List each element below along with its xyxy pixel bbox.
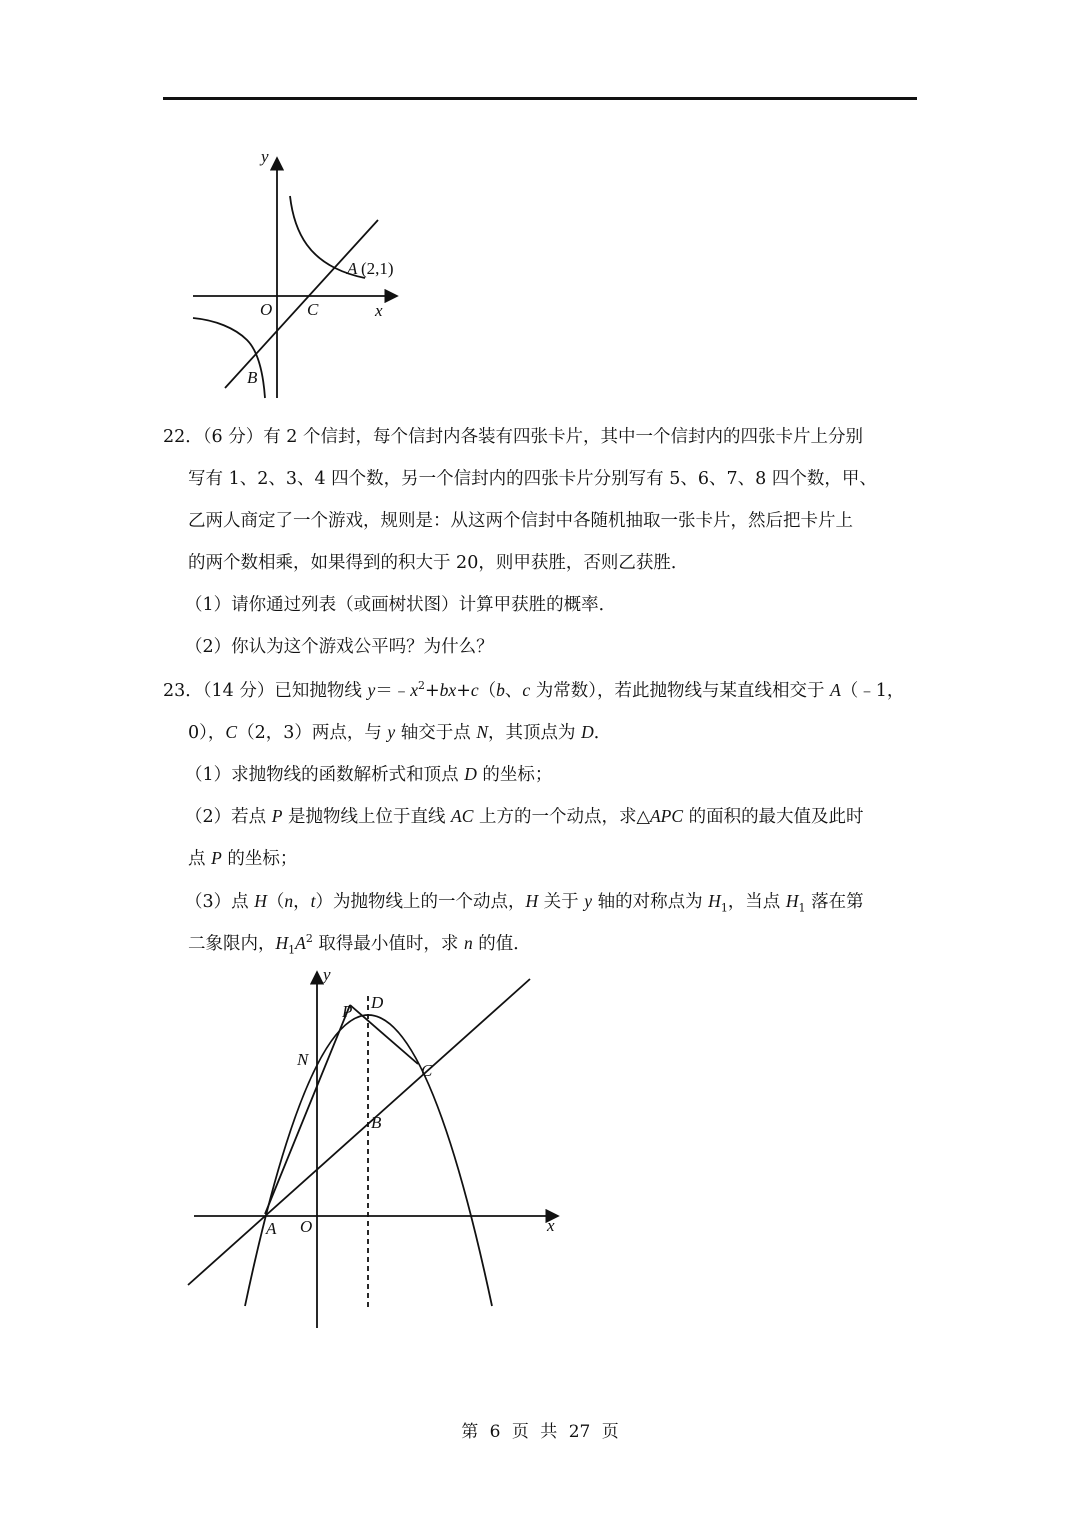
label-b: B bbox=[371, 1113, 382, 1132]
label-y: y bbox=[323, 965, 331, 984]
q22-sub-2: （2）你认为这个游戏公平吗？为什么？ bbox=[185, 637, 494, 657]
top-rule bbox=[163, 97, 917, 100]
q23-sub-2: （2）若点 P 是抛物线上位于直线 AC 上方的一个动点，求△APC 的面积的最大值及此时 bbox=[185, 806, 864, 827]
q22-line-4: 的两个数相乘，如果得到的积大于 20，则甲获胜，否则乙获胜． bbox=[188, 553, 689, 573]
line-ab bbox=[225, 220, 378, 388]
label-x: x bbox=[375, 301, 383, 320]
label-c: C bbox=[421, 1061, 433, 1080]
q23-sub-1: （1）求抛物线的函数解析式和顶点 D 的坐标； bbox=[185, 764, 553, 785]
figure-parabola bbox=[180, 960, 570, 1335]
segment-pa bbox=[265, 1005, 350, 1214]
label-x: x bbox=[547, 1216, 555, 1235]
q22-line-3: 乙两人商定了一个游戏，规则是：从这两个信封中各随机抽取一张卡片，然后把卡片上 bbox=[188, 511, 853, 531]
q23-line-2: 0），C（2，3）两点，与 y 轴交于点 N，其顶点为 D． bbox=[188, 722, 612, 743]
label-c: C bbox=[307, 300, 319, 319]
label-a: A bbox=[266, 1219, 277, 1238]
q22-line-1: 22．（6 分）有 2 个信封，每个信封内各装有四张卡片，其中一个信封内的四张卡片上分别 bbox=[163, 427, 863, 447]
q22-line-2: 写有 1、2、3、4 四个数，另一个信封内的四张卡片分别写有 5、6、7、8 四个数，甲、 bbox=[188, 469, 877, 489]
q23-sub-3-cont: 二象限内，$H_1A^2$ 取得最小值时，求 n 的值． bbox=[188, 932, 531, 957]
q23-sub-3: （3）点 H（n，t）为抛物线上的一个动点，H 关于 y 轴的对称点为 $H_1$，当点 $H_1$ 落在第 bbox=[185, 891, 864, 915]
label-p: P bbox=[342, 1002, 353, 1021]
line-ac bbox=[188, 979, 530, 1285]
segment-pc bbox=[350, 1005, 418, 1064]
label-b: B bbox=[247, 368, 258, 387]
label-d: D bbox=[371, 993, 384, 1012]
label-o: O bbox=[260, 300, 273, 319]
page-footer: 第 6 页 共 27 页 bbox=[461, 1422, 619, 1442]
label-a: A bbox=[347, 259, 358, 278]
figure-hyperbola bbox=[185, 140, 425, 405]
label-y: y bbox=[261, 147, 269, 166]
q23-line-1: 23．（14 分）已知抛物线 $y=﹣x^2+bx+c(b$、c 为常数），若此抛物线与某直线相交于 A（﹣1， bbox=[163, 679, 905, 701]
label-o: O bbox=[300, 1217, 313, 1236]
label-a-coord: (2,1) bbox=[361, 259, 394, 278]
q22-sub-1: （1）请你通过列表（或画树状图）计算甲获胜的概率． bbox=[185, 595, 617, 615]
label-n: N bbox=[297, 1050, 309, 1069]
q23-sub-2-cont: 点 P 的坐标； bbox=[188, 848, 298, 869]
